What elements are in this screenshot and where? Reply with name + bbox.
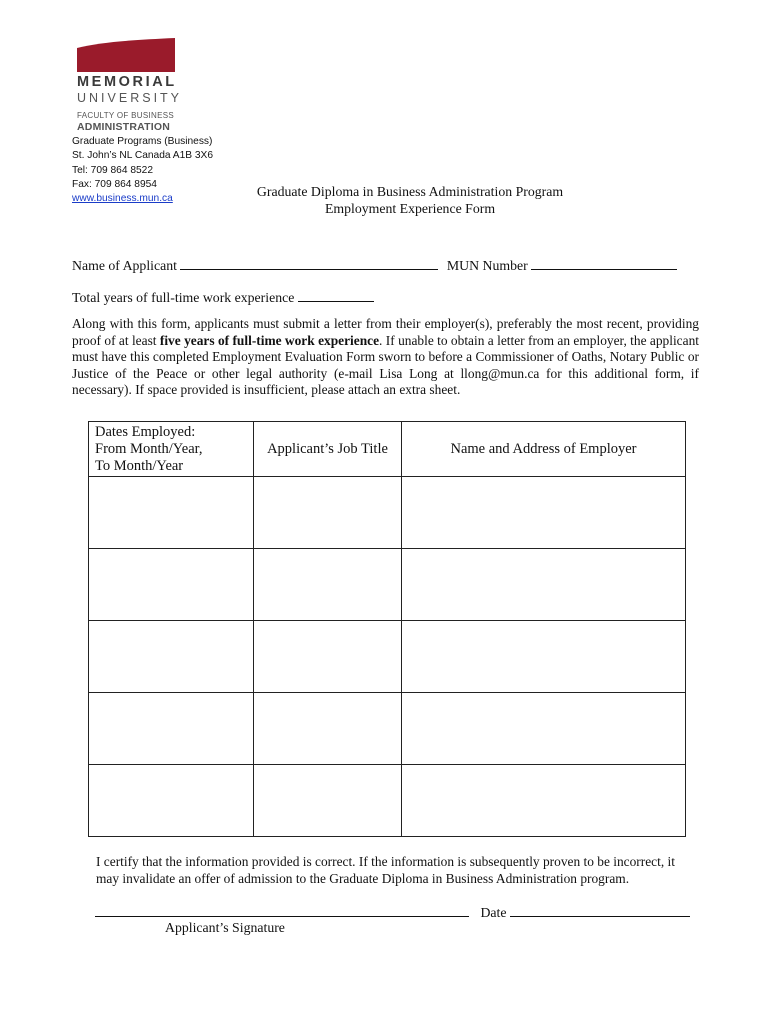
contact-fax: Fax: 709 864 8954 [72,178,157,190]
header-dates-line3: To Month/Year [95,458,184,474]
signature-field[interactable] [95,904,469,917]
years-experience-field[interactable] [298,289,374,302]
cell-employer[interactable] [402,549,686,621]
years-experience-label: Total years of full-time work experience [72,290,295,305]
signature-label: Applicant’s Signature [165,920,285,935]
cell-dates[interactable] [89,765,254,837]
table-row [89,693,686,765]
cell-employer[interactable] [402,693,686,765]
logo-faculty-line1: FACULTY OF BUSINESS [77,111,174,120]
mun-number-field[interactable] [531,257,677,270]
logo-wordmark-university: UNIVERSITY [77,91,183,105]
header-job-title: Applicant’s Job Title [254,422,402,477]
contact-info [72,135,213,206]
instructions-part1: Along with this form, applicants must submit a letter from their employer(s), preferably the most recent, providing proof of at least [72,316,699,348]
cell-job-title[interactable] [254,549,402,621]
instructions-part2: . If unable to obtain a letter from an employer, the applicant must have this completed Employment Evaluation Form sworn to before a Commissioner of Oaths, Notary Public or Justice of the Peace or other legal authority (e-mail Lisa Long at llong@mun.ca for this additional form, if necessary). If space provided is insufficient, please attach an extra sheet. [72,332,699,398]
certification-text: I certify that the information provided is correct. If the information is subsequently proven to be incorrect, it may invalidate an offer of admission to the Graduate Diploma in Business Administration program. [96,854,675,886]
logo-wordmark-memorial: MEMORIAL [77,74,177,90]
form-title [200,183,620,217]
mun-number-label: MUN Number [446,258,528,273]
date-field[interactable] [510,904,690,917]
table-row [89,549,686,621]
logo-faculty-line2: ADMINISTRATION [77,121,171,133]
cell-job-title[interactable] [254,621,402,693]
table-row [89,477,686,549]
applicant-name-field[interactable] [180,257,438,270]
table-row [89,621,686,693]
cell-dates[interactable] [89,621,254,693]
table-header-row [89,422,686,477]
form-title-line2: Employment Experience Form [324,201,496,216]
header-dates-employed [89,422,254,477]
cell-job-title[interactable] [254,765,402,837]
website-link[interactable]: www.business.mun.ca [72,193,173,205]
instructions-paragraph [72,316,699,399]
signature-row [95,904,690,921]
contact-office: Graduate Programs (Business) [72,136,213,147]
date-label: Date [480,905,507,920]
cell-employer[interactable] [402,477,686,549]
logo-flag-icon [71,38,181,74]
contact-tel: Tel: 709 864 8522 [72,164,154,176]
applicant-name-row [72,257,677,274]
years-experience-row [72,289,374,306]
cell-dates[interactable] [89,693,254,765]
cell-job-title[interactable] [254,693,402,765]
header-dates-line1: Dates Employed: [95,424,196,440]
university-logo [71,38,181,134]
header-employer: Name and Address of Employer [402,422,686,477]
instructions-emphasis: five years of full-time work experience [159,332,380,348]
form-title-line1: Graduate Diploma in Business Administration Program [256,184,564,199]
cell-dates[interactable] [89,477,254,549]
header-dates-line2: From Month/Year, [95,441,203,457]
applicant-name-label: Name of Applicant [72,258,177,273]
cell-employer[interactable] [402,765,686,837]
cell-dates[interactable] [89,549,254,621]
cell-employer[interactable] [402,621,686,693]
cell-job-title[interactable] [254,477,402,549]
contact-address: St. John’s NL Canada A1B 3X6 [72,150,214,162]
employment-table [88,421,686,837]
table-row [89,765,686,837]
